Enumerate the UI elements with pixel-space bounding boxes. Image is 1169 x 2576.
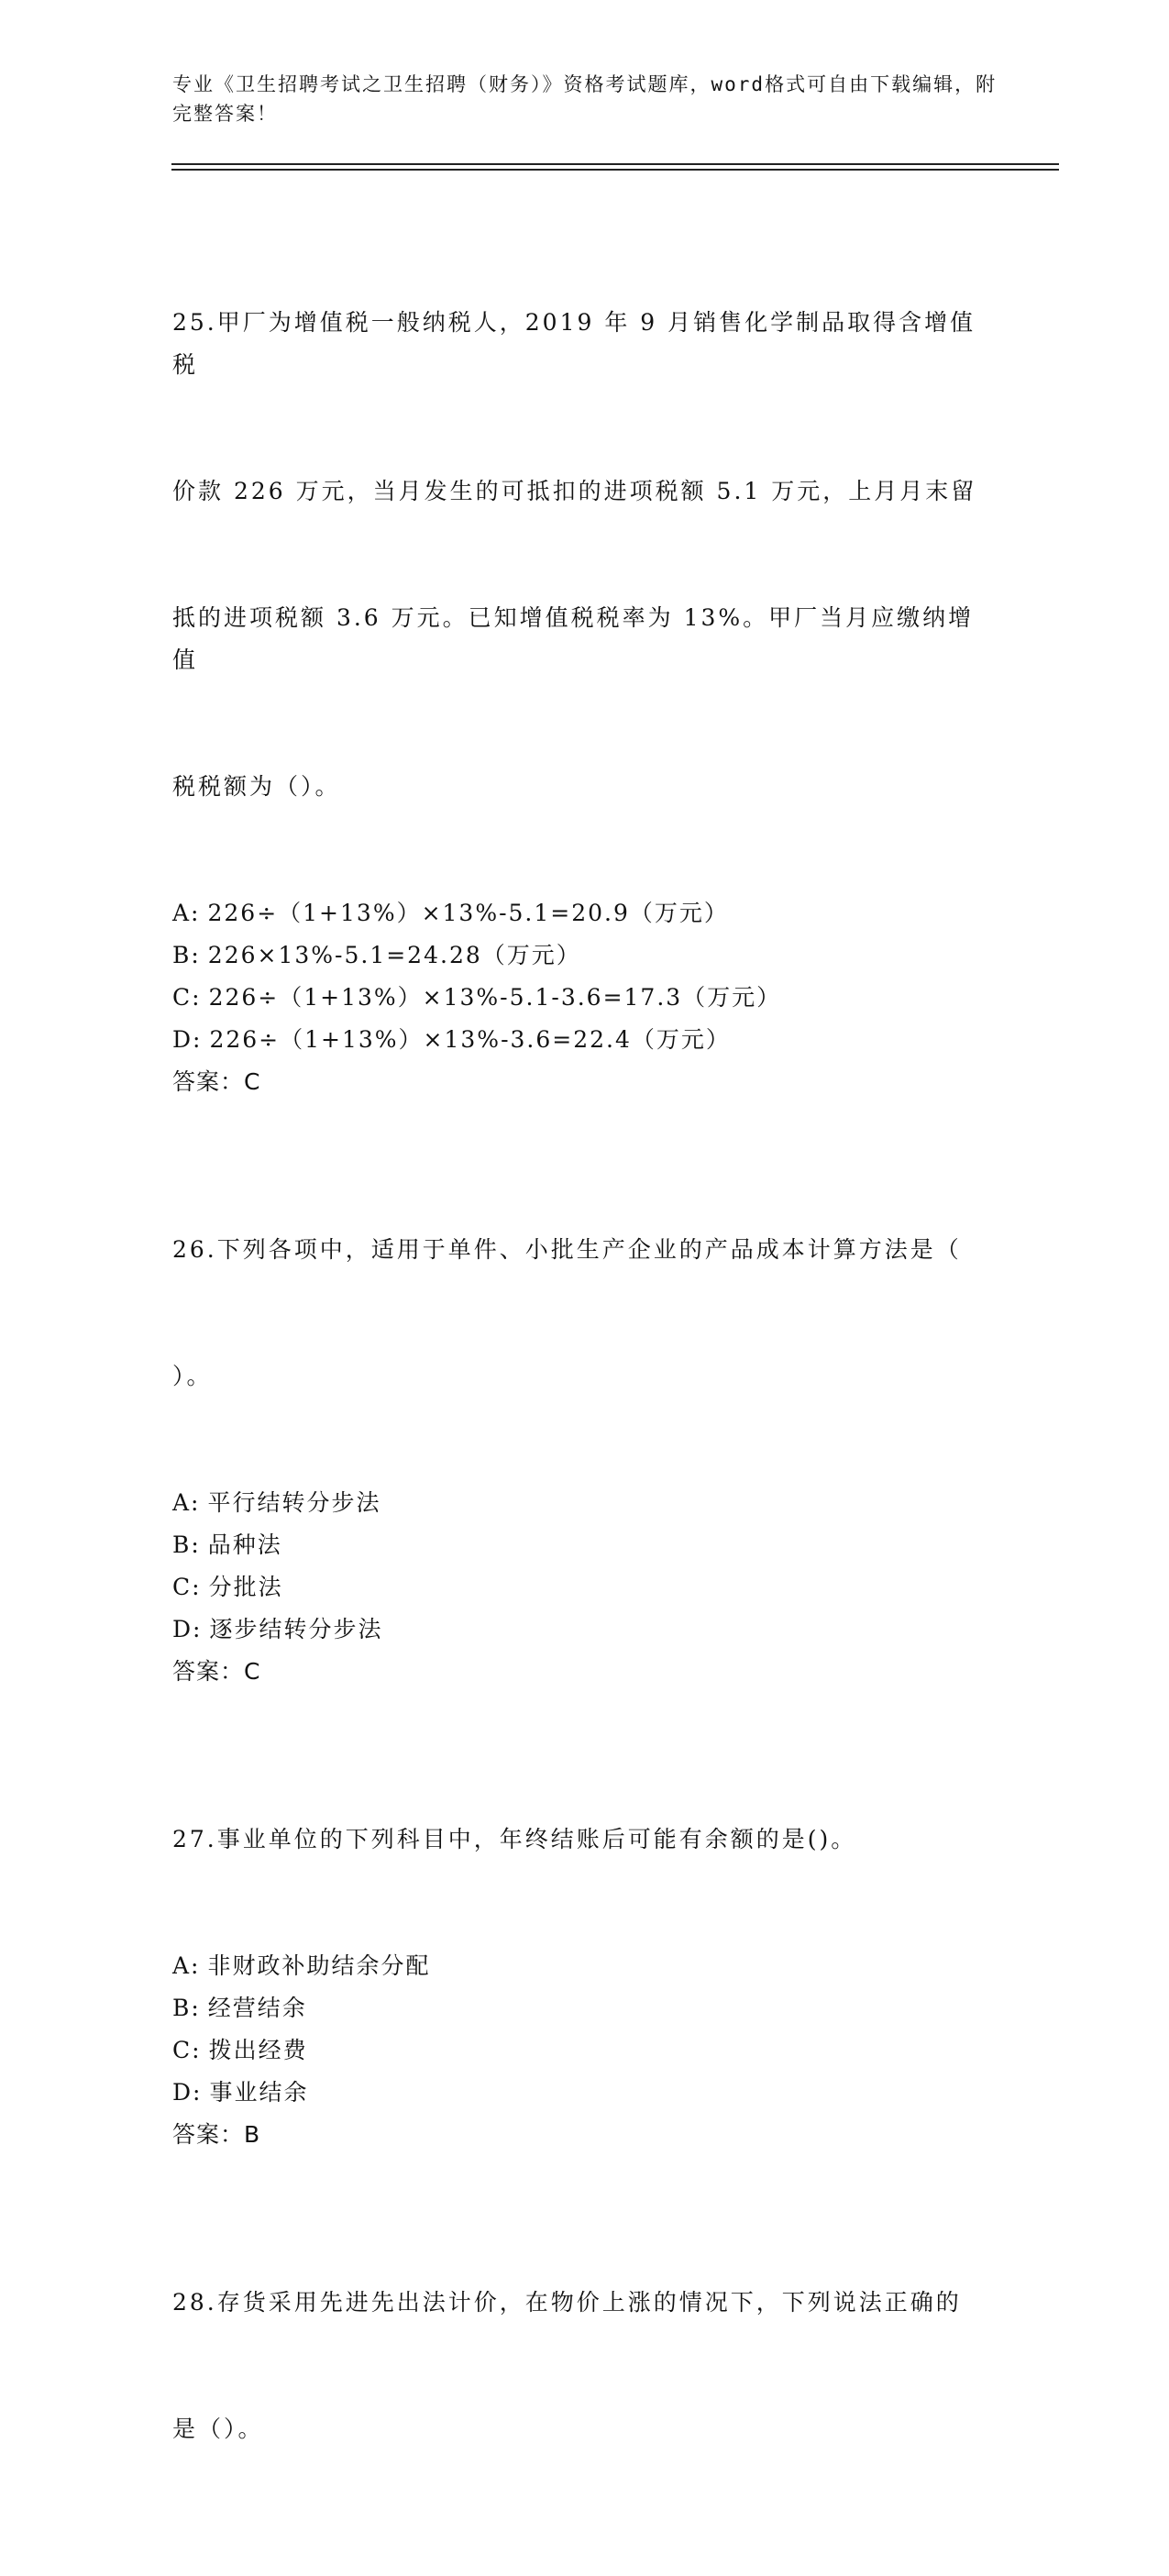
option-label: D: (172, 2079, 203, 2106)
option-text: 分批法 (208, 1574, 283, 1600)
option-d (172, 2072, 998, 2114)
option-text: 226÷（1+13%）×13%-5.1=20.9（万元） (207, 900, 729, 926)
option-a (172, 1482, 998, 1524)
option-text: 226÷（1+13%）×13%-3.6=22.4（万元） (209, 1026, 731, 1053)
option-text: 平行结转分步法 (207, 1489, 381, 1516)
option-label: A: (172, 900, 201, 926)
question-stem-line: 28.存货采用先进先出法计价，在物价上涨的情况下，下列说法正确的 (172, 2289, 962, 2316)
option-list (172, 1482, 998, 1651)
question-stem-line: 27.事业单位的下列科目中，年终结账后可能有余额的是()。 (172, 1826, 857, 1852)
option-d (172, 1609, 998, 1651)
question-list (172, 217, 998, 2576)
option-text: 事业结余 (209, 2079, 309, 2106)
option-b (172, 934, 998, 977)
option-text: 品种法 (207, 1531, 282, 1558)
option-text: 逐步结转分步法 (209, 1616, 383, 1642)
option-text: 226÷（1+13%）×13%-5.1-3.6=17.3（万元） (208, 984, 782, 1011)
option-label: D: (172, 1026, 203, 1053)
question-stem-line: 是（）。 (172, 2416, 264, 2442)
question-stem-line: 价款 226 万元，当月发生的可抵扣的进项税额 5.1 万元，上月月末留 (172, 478, 977, 504)
question-27 (172, 1734, 998, 2156)
option-label: B: (172, 1995, 201, 2021)
option-label: B: (172, 1531, 201, 1558)
question-25 (172, 217, 998, 1103)
option-list (172, 1945, 998, 2114)
option-text: 经营结余 (207, 1995, 307, 2021)
header-rule-top (171, 163, 1059, 165)
question-stem-line: 25.甲厂为增值税一般纳税人，2019 年 9 月销售化学制品取得含增值税 (172, 309, 976, 378)
option-c (172, 2029, 998, 2072)
option-text: 非财政补助结余分配 (207, 1952, 431, 1979)
question-stem-line: 税税额为（）。 (172, 773, 341, 800)
option-c (172, 977, 998, 1019)
question-stem (172, 217, 998, 892)
option-list (172, 892, 998, 1061)
option-label: A: (172, 1952, 201, 1979)
question-stem (172, 2197, 998, 2535)
question-26 (172, 1144, 998, 1693)
question-28 (172, 2197, 998, 2535)
option-c (172, 1566, 998, 1609)
option-a (172, 1945, 998, 1987)
option-label: C: (172, 984, 202, 1011)
answer-line: 答案：C (172, 1658, 261, 1685)
header-rule-bottom (171, 169, 1059, 171)
option-text: 拨出经费 (208, 2037, 308, 2063)
option-label: C: (172, 1574, 202, 1600)
question-stem (172, 1734, 998, 1945)
option-label: D: (172, 1616, 203, 1642)
option-a (172, 892, 998, 934)
option-b (172, 1524, 998, 1566)
answer-line: 答案：C (172, 1068, 261, 1095)
option-label: A: (172, 1489, 201, 1516)
question-stem-line: 26.下列各项中，适用于单件、小批生产企业的产品成本计算方法是（ (172, 1236, 962, 1263)
option-b (172, 1987, 998, 2029)
option-label: C: (172, 2037, 202, 2063)
question-stem-line: ）。 (172, 1363, 213, 1389)
question-stem-line: 抵的进项税额 3.6 万元。已知增值税税率为 13%。甲厂当月应缴纳增值 (172, 604, 975, 673)
document-header: 专业《卫生招聘考试之卫生招聘（财务）》资格考试题库，word格式可自由下载编辑，附完整答案！ (172, 73, 998, 125)
option-label: B: (172, 942, 201, 968)
option-d (172, 1019, 998, 1061)
answer-line: 答案：B (172, 2121, 261, 2148)
option-text: 226×13%-5.1=24.28（万元） (207, 942, 581, 968)
question-stem (172, 1144, 998, 1482)
